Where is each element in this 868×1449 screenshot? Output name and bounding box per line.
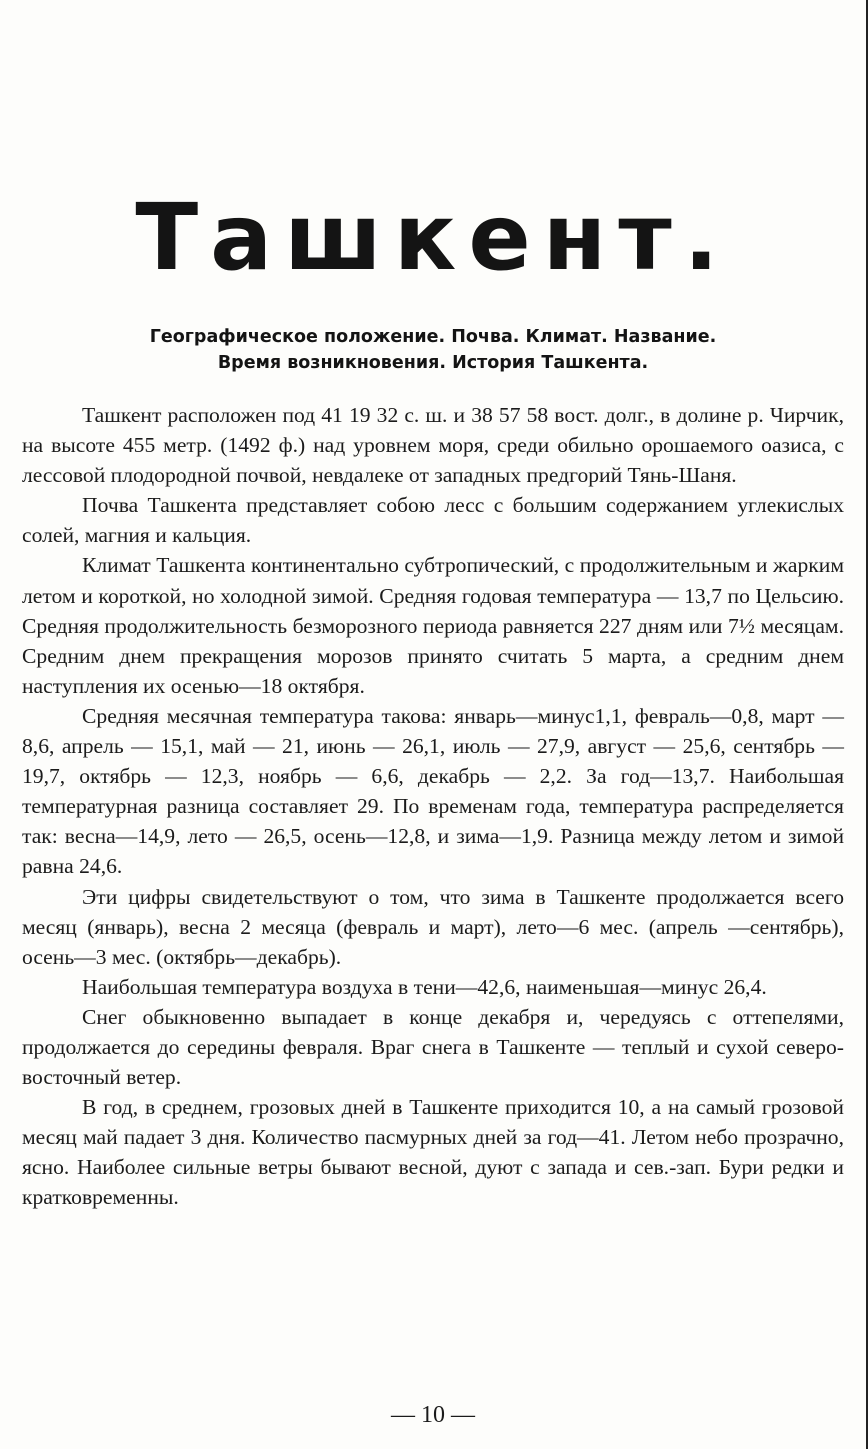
page-number: — 10 — xyxy=(391,1402,475,1428)
paragraph-monthly-temperature: Средняя месячная температура такова: январь—минус1,1, февраль—0,8, март — 8,6, апрель — 15,1, май — 21, июнь — 26,1, июль — 27,9, август — 25,6, сентябрь — 19,7, октябрь — 12,3, ноябрь — 6,6, декабрь — 2,2. За год—13,7. Наибольшая температурная разница составляет 29. По временам года, температура распределяется так: весна—14,9, лето — 26,5, осень—12,8, и зима—1,9. Разница между летом и зимой равна 24,6. xyxy=(22,703,844,879)
paragraph-soil: Почва Ташкента представляет собою лесс с большим содержанием углекислых солей, магния и кальция. xyxy=(22,493,844,548)
paragraph-location: Ташкент расположен под 41 19 32 с. ш. и 38 57 58 вост. долг., в долине р. Чирчик, на высоте 455 метр. (1492 ф.) над уровнем моря, среди обильно орошаемого оазиса, с лессовой плодородной почвой, невдалеке от западных предгорий Тянь-Шаня. xyxy=(22,403,844,488)
body-text xyxy=(22,400,844,1213)
paragraph-storms-winds: В год, в среднем, грозовых дней в Ташкенте приходится 10, а на самый грозовой месяц май падает 3 дня. Количество пасмурных дней за год—41. Летом небо прозрачно, ясно. Наиболее сильные ветры бывают весной, дуют с запада и сев.-зап. Бури редки и кратковременны. xyxy=(22,1095,844,1210)
paragraph-extremes: Наибольшая температура воздуха в тени—42,6, наименьшая—минус 26,4. xyxy=(82,974,767,999)
paragraph-seasons: Эти цифры свидетельствуют о том, что зима в Ташкенте продолжается всего месяц (январь), весна 2 месяца (февраль и март), лето—6 мес. (апрель —сентябрь), осень—3 мес. (октябрь—декабрь). xyxy=(22,884,844,969)
subtitle-line-2: Время возникновения. История Ташкента. xyxy=(217,353,649,373)
chapter-subtitle xyxy=(0,324,866,376)
page-title: Ташкент. xyxy=(135,184,731,291)
subtitle-line-1: Географическое положение. Почва. Климат. Название. xyxy=(149,327,717,347)
paragraph-snow: Снег обыкновенно выпадает в конце декабря и, чередуясь с оттепелями, продолжается до середины февраля. Враг снега в Ташкенте — теплый и сухой северо-восточный ветер. xyxy=(22,1004,844,1090)
paragraph-climate: Климат Ташкента континентально субтропический, с продолжительным и жарким летом и короткой, но холодной зимой. Средняя годовая температура — 13,7 по Цельсию. Средняя продолжительность безморозного периода равняется 227 дням или 7½ месяцам. Средним днем прекращения морозов принято считать 5 марта, а средним днем наступления их осенью—18 октября. xyxy=(22,553,844,698)
